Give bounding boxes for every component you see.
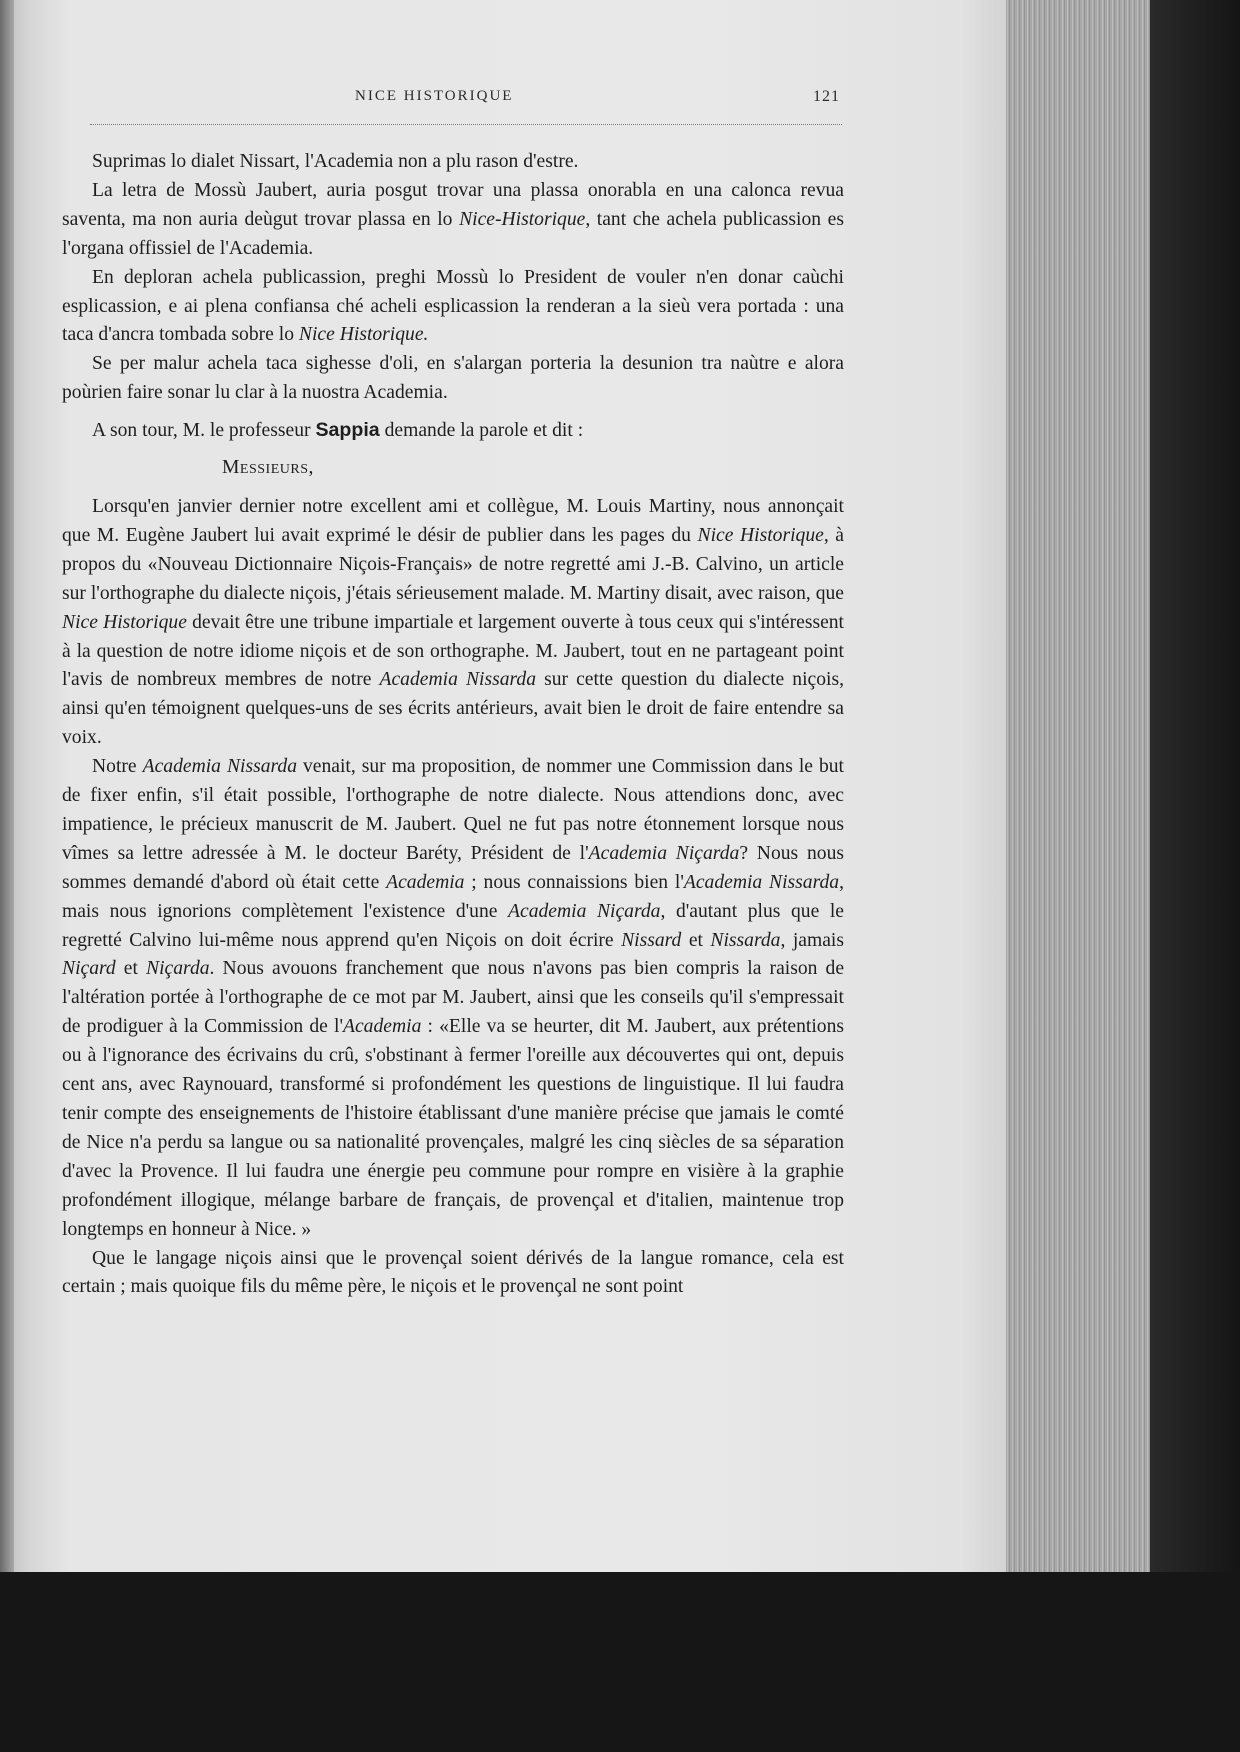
italic-text: Nissard	[621, 929, 682, 951]
text-run: Lorsqu'en janvier dernier notre excellent ami et collègue, M. Louis Martiny, nous annonçait que M. Eugène Jaubert lui avait exprimé le désir de publier dans les pages du	[62, 495, 844, 546]
text-run: Messieurs,	[222, 457, 314, 479]
paragraph	[62, 493, 844, 753]
running-header	[80, 88, 842, 112]
text-run: et	[681, 929, 711, 951]
body-text	[62, 148, 844, 1302]
italic-text: Nice-Historique	[459, 208, 586, 230]
text-run: , à propos du «Nouveau Dictionnaire Niçois-Français» de notre regretté ami J.-B. Calvino, un article sur l'orthographe du dialecte niçois, j'étais sérieusement malade. M. Martiny disait, avec raison, que	[62, 524, 844, 604]
italic-text: Nissarda	[710, 929, 781, 951]
paragraph	[62, 1245, 844, 1303]
text-run: A son tour, M. le professeur	[92, 420, 316, 442]
italic-text: Academia Niçarda	[588, 842, 740, 864]
page-stack-edge	[1006, 0, 1156, 1580]
text-run: Suprimas lo dialet Nissart, l'Academia non a plu rason d'estre.	[92, 151, 579, 172]
text-run: ? Nous nous sommes demandé d'abord où était cette	[62, 842, 844, 893]
text-run: , tant che achela publicassion es l'organa offissiel de l'Academia.	[62, 208, 844, 259]
bold-name: Sappia	[315, 419, 380, 442]
page-gutter-shadow	[0, 0, 14, 1572]
italic-text: Niçard	[62, 958, 116, 980]
text-run: En deploran achela publicassion, preghi Mossù lo President de vouler n'en donar caùchi esplicassion, e ai plena confiansa ché acheli esplicassion la renderan a la sieù vera portada : una taca d'ancra tombada sobre lo	[62, 266, 844, 346]
text-run: La letra de Mossù Jaubert, auria posgut trovar una plassa onorabla en una calonca revua saventa, ma non auria deùgut trovar plassa en lo	[62, 179, 844, 230]
italic-text: Academia	[343, 1016, 422, 1038]
italic-text: Academia Nissarda	[379, 669, 536, 691]
book-cover-shadow	[1150, 0, 1240, 1600]
text-run: devait être une tribune impartiale et largement ouverte à tous ceux qui s'intéressent à la question de notre idiome niçois et de son orthographe. M. Jaubert, tout en ne partageant point l'avis de nombreux membres de notre	[62, 611, 845, 691]
italic-text: Nice Historique	[62, 611, 187, 633]
text-run: sur cette question du dialecte niçois, ainsi qu'en témoignent quelques-uns de ses écrits antérieurs, avait bien le droit de faire entendre sa voix.	[62, 669, 844, 749]
italic-text: Nice Historique	[697, 524, 824, 546]
text-run: Notre	[92, 756, 143, 778]
text-run: ; nous connaissions bien l'	[464, 871, 684, 893]
text-run: . Nous avouons franchement que nous n'avons pas bien compris la raison de l'altération portée à l'orthographe de ce mot par M. Jaubert, ainsi que les conseils qu'il s'empressait de prodiguer à la Commission de l'	[62, 958, 845, 1038]
italic-text: Nice Historique.	[298, 324, 429, 346]
text-run: demande la parole et dit :	[379, 420, 584, 442]
paragraph	[62, 177, 844, 264]
text-run: Se per malur achela taca sighesse d'oli, en s'alargan porteria la desunion tra naùtre e alora poùrien faire sonar lu clar à la nuostra Academia.	[62, 353, 844, 404]
italic-text: Niçarda	[146, 958, 210, 980]
italic-text: Academia	[386, 871, 465, 893]
text-run: venait, sur ma proposition, de nommer une Commission dans le but de fixer enfin, s'il était possible, l'orthographe de notre dialecte. Nous attendions donc, avec impatience, le précieux manuscrit de M. Jaubert. Quel ne fut pas notre étonnement lorsque nous vîmes sa lettre adressée à M. le docteur Baréty, Président de l'	[62, 756, 844, 864]
text-run: , jamais	[780, 929, 844, 951]
salutation	[222, 454, 844, 483]
paragraph	[62, 753, 844, 1244]
text-run: , d'autant plus que le regretté Calvino lui-même nous apprend qu'en Niçois on doit écrire	[62, 900, 844, 951]
paragraph	[62, 148, 844, 177]
paragraph	[62, 416, 844, 446]
background-surface	[0, 1572, 1240, 1752]
text-run: Que le langage niçois ainsi que le provençal soient dérivés de la langue romance, cela est certain ; mais quoique fils du même père, le niçois et le provençal ne sont point	[62, 1247, 844, 1298]
text-run: : «Elle va se heurter, dit M. Jaubert, aux prétentions ou à l'ignorance des écrivains du crû, s'obstinant à fermer l'oreille aux découvertes qui ont, depuis cent ans, avec Raynouard, transformé si profondément les questions de linguistique. Il lui faudra tenir compte des enseignements de l'histoire établissant d'une manière précise que jamais le comté de Nice n'a perdu sa langue ou sa nationalité provençales, malgré les cinq siècles de sa séparation d'avec la Provence. Il lui faudra une énergie peu commune pour rompre en visière à la graphie profondément illogique, mélange barbare de français, de provençal et d'italien, maintenue trop longtemps en honneur à Nice. »	[62, 1016, 844, 1240]
paragraph	[62, 350, 844, 408]
italic-text: Academia Nissarda	[142, 756, 297, 778]
text-run: et	[115, 958, 147, 980]
running-title: NICE HISTORIQUE	[355, 88, 514, 104]
header-rule	[90, 124, 842, 125]
page-number: 121	[813, 88, 840, 105]
text-run: , mais nous ignorions complètement l'existence d'une	[62, 871, 844, 922]
paragraph	[62, 264, 844, 351]
italic-text: Academia Nissarda	[683, 871, 840, 893]
italic-text: Academia Niçarda	[508, 900, 661, 922]
